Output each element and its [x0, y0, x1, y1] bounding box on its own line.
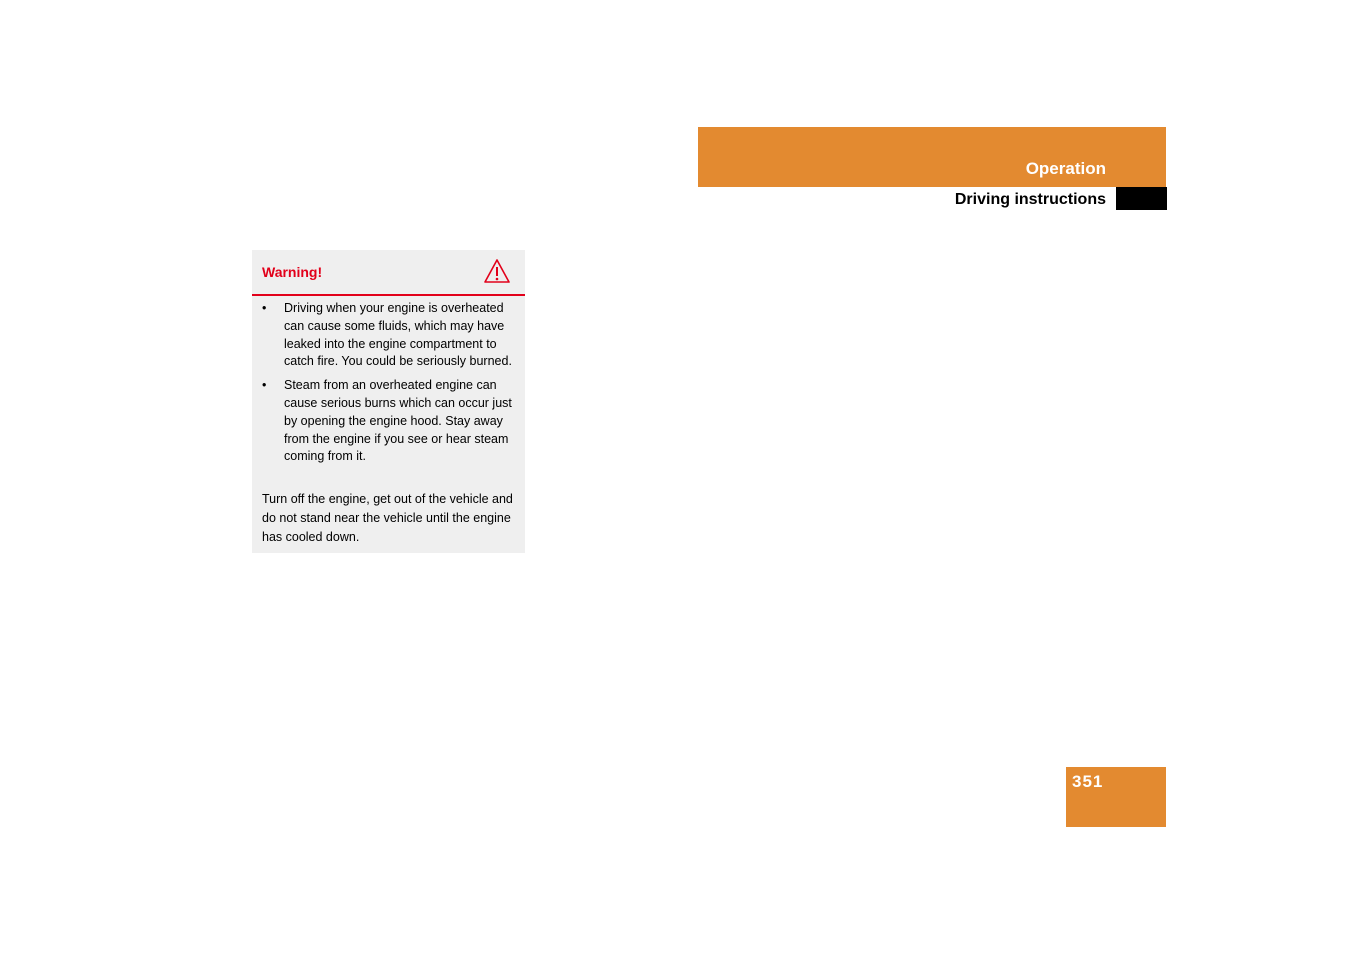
list-item: [262, 377, 517, 466]
page-number-box: [1066, 767, 1166, 827]
warning-note: Turn off the engine, get out of the vehicle and do not stand near the vehicle until the engine has cooled down.: [262, 492, 513, 544]
subsection-title: Driving instructions: [954, 191, 1106, 208]
warning-box: [252, 250, 525, 553]
bullet-icon: •: [262, 301, 267, 315]
warning-list: [262, 300, 517, 472]
warning-bullet-text: Steam from an overheated engine can cause serious burns which can occur just by opening the engine hood. Stay away from the engine if you see or hear steam coming from it.: [284, 378, 512, 464]
warning-triangle-icon: [483, 258, 511, 284]
section-tab-marker: [1116, 187, 1167, 210]
warning-bullet-text: Driving when your engine is overheated can cause some fluids, which may have leaked into the engine compartment to catch fire. You could be seriously burned.: [284, 301, 512, 369]
warning-label: Warning!: [262, 264, 323, 280]
list-item: [262, 300, 517, 371]
section-title: Operation: [1025, 159, 1106, 178]
bullet-icon: •: [262, 378, 267, 393]
warning-header: [252, 250, 525, 296]
page-number: 351: [1072, 772, 1104, 791]
